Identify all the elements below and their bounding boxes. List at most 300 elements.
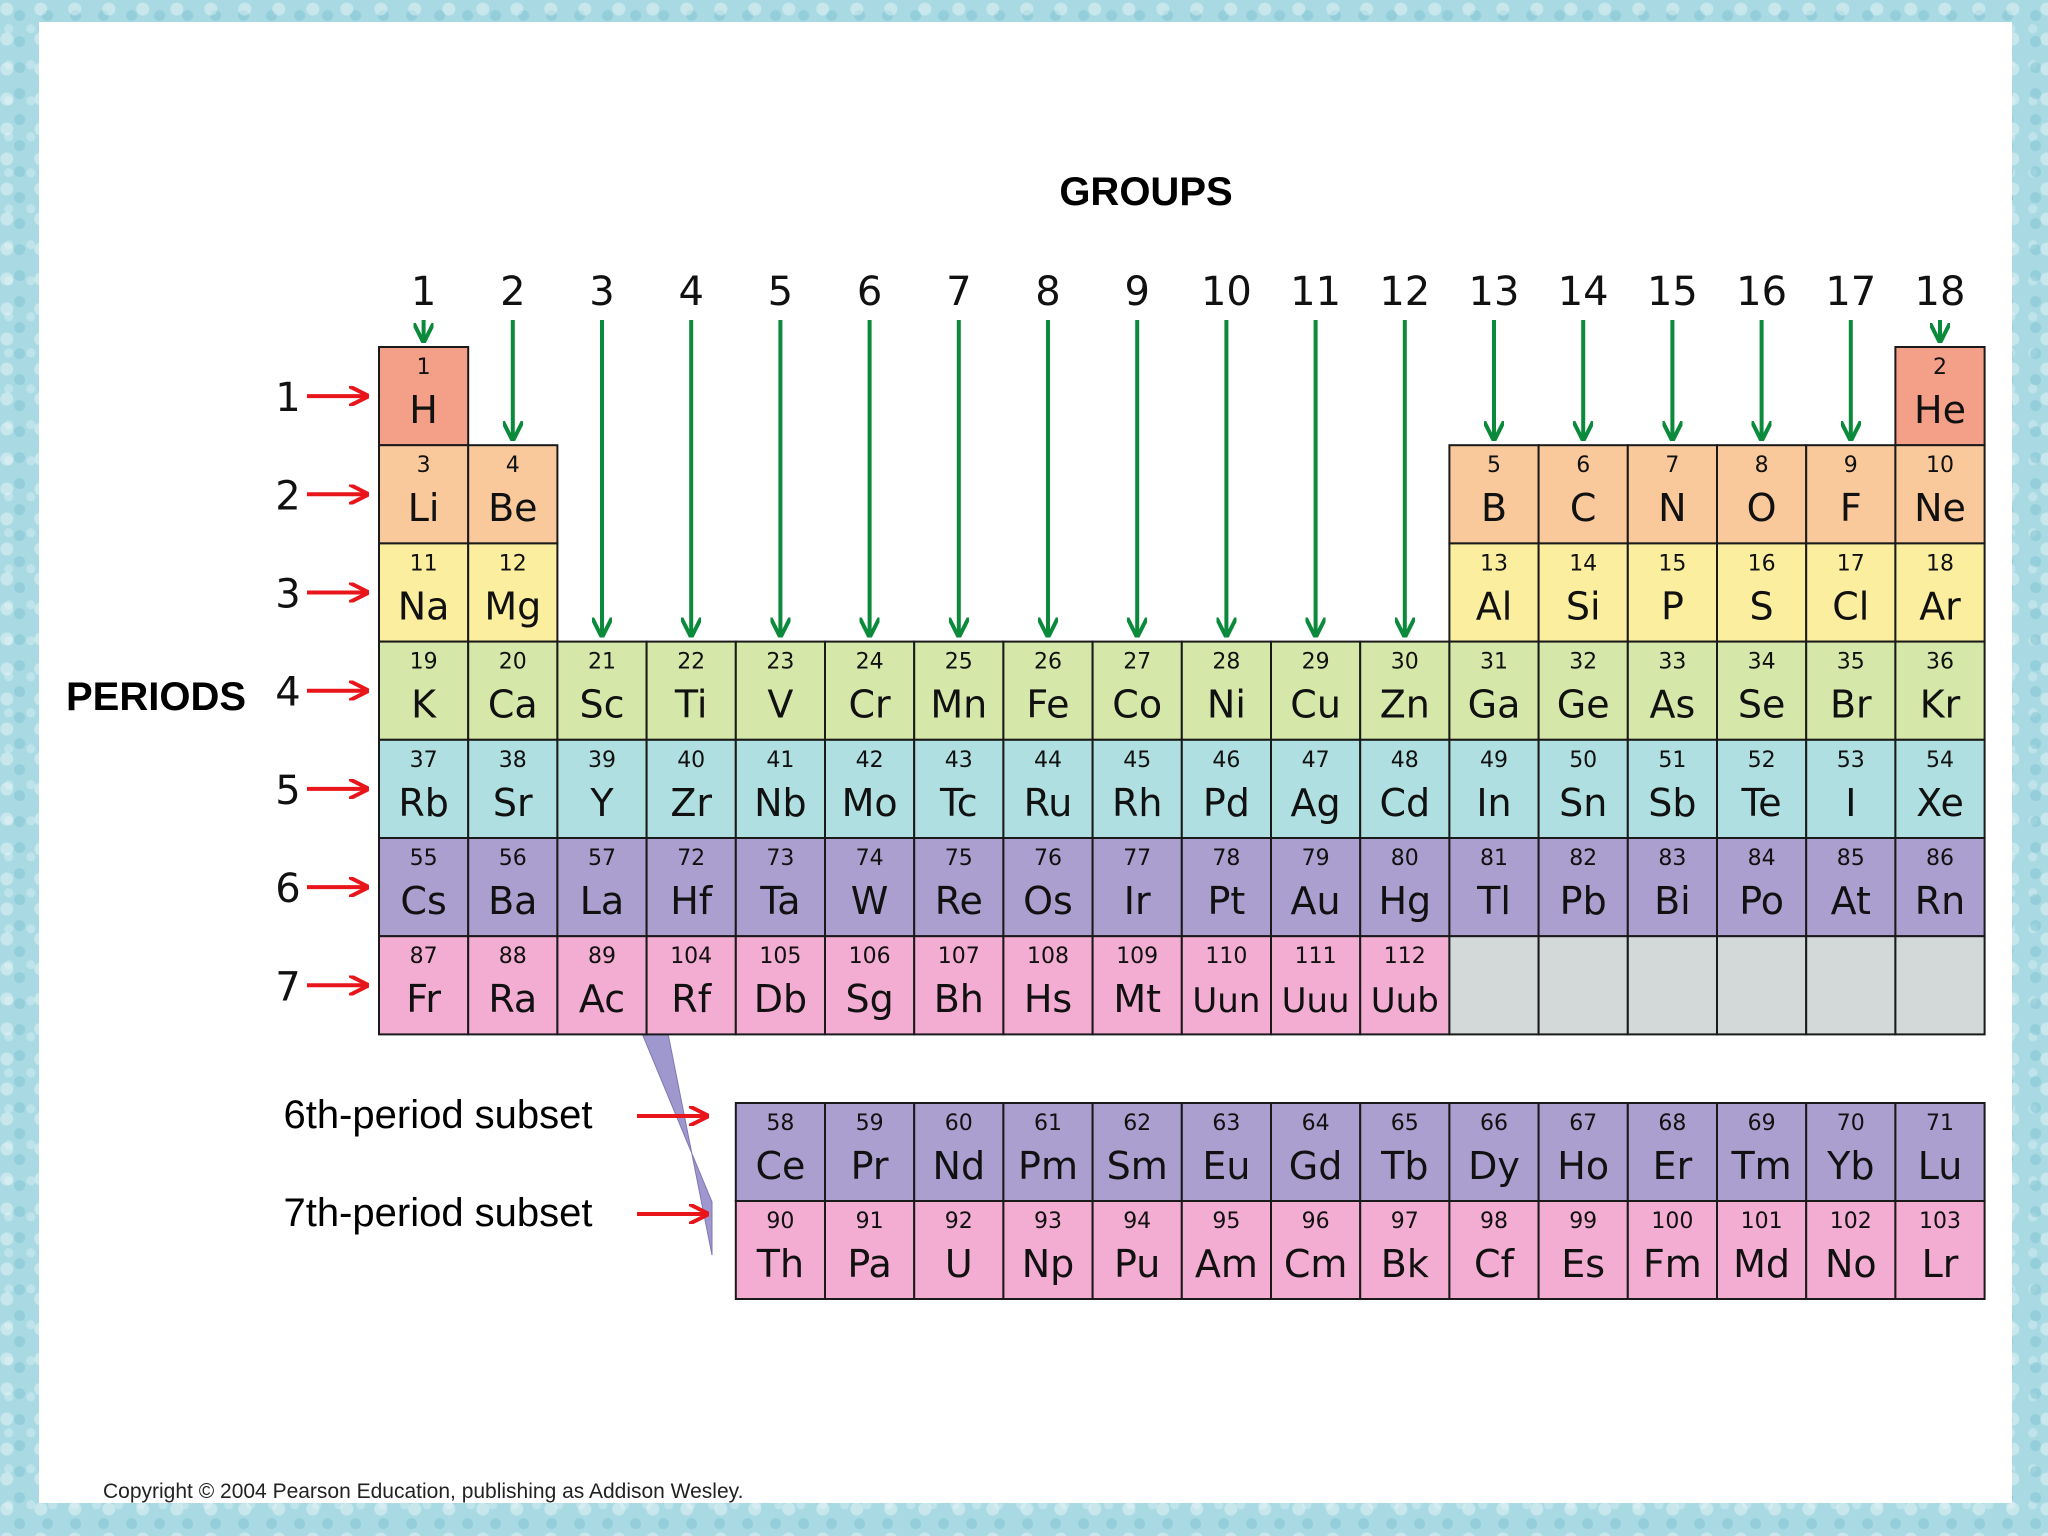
group-number: 17 xyxy=(1825,269,1877,315)
element-cell xyxy=(1003,1103,1092,1201)
group-number: 12 xyxy=(1379,269,1431,315)
element-symbol: Ti xyxy=(674,682,708,727)
atomic-number: 105 xyxy=(759,944,802,970)
element-cell xyxy=(1539,936,1628,1034)
atomic-number: 95 xyxy=(1212,1209,1241,1234)
element-cell xyxy=(1003,740,1092,838)
element-cell xyxy=(1449,642,1538,740)
element-symbol: At xyxy=(1830,879,1871,923)
group-number: 2 xyxy=(500,269,526,315)
element-cell xyxy=(468,445,557,543)
element-cell xyxy=(1360,838,1449,936)
atomic-number: 110 xyxy=(1205,944,1248,970)
element-symbol: Kr xyxy=(1919,682,1961,727)
element-symbol: Tm xyxy=(1731,1144,1792,1188)
element-symbol: Pr xyxy=(850,1144,889,1188)
element-cell xyxy=(379,347,468,445)
atomic-number: 24 xyxy=(855,649,884,675)
atomic-number: 43 xyxy=(944,747,973,773)
element-symbol: N xyxy=(1658,486,1687,531)
element-cell xyxy=(1360,642,1449,740)
period-number: 1 xyxy=(275,375,301,422)
atomic-number: 58 xyxy=(766,1111,795,1136)
element-cell xyxy=(1182,1103,1271,1201)
atomic-number: 4 xyxy=(505,453,520,479)
element-symbol: V xyxy=(767,682,794,727)
atomic-number: 101 xyxy=(1740,1209,1783,1234)
element-cell xyxy=(1360,1201,1449,1299)
element-symbol: Cr xyxy=(848,682,891,727)
atomic-number: 99 xyxy=(1569,1209,1598,1234)
element-cell xyxy=(825,740,914,838)
element-cell xyxy=(1539,1201,1628,1299)
element-cell xyxy=(1717,1103,1806,1201)
atomic-number: 20 xyxy=(498,649,527,675)
atomic-number: 71 xyxy=(1926,1111,1954,1136)
element-cell xyxy=(1182,642,1271,740)
element-symbol: Pt xyxy=(1207,879,1246,923)
element-symbol: Uub xyxy=(1370,981,1439,1022)
element-cell xyxy=(468,936,557,1034)
element-cell xyxy=(1182,740,1271,838)
atomic-number: 57 xyxy=(588,846,616,871)
element-symbol: Zn xyxy=(1379,682,1430,727)
element-symbol: B xyxy=(1480,486,1508,531)
atomic-number: 7 xyxy=(1665,453,1680,479)
element-cell xyxy=(1093,1201,1182,1299)
element-symbol: Dy xyxy=(1468,1144,1520,1188)
element-cell xyxy=(914,838,1003,936)
element-cell xyxy=(1717,740,1806,838)
element-cell xyxy=(1895,1103,1984,1201)
atomic-number: 9 xyxy=(1843,453,1858,479)
element-cell xyxy=(1271,838,1360,936)
groups-title: GROUPS xyxy=(1059,170,1233,214)
element-symbol: Sr xyxy=(492,780,533,825)
element-symbol: P xyxy=(1660,584,1684,629)
atomic-number: 40 xyxy=(677,747,706,773)
atomic-number: 37 xyxy=(409,747,438,773)
atomic-number: 30 xyxy=(1390,649,1419,675)
group-number: 3 xyxy=(589,269,615,315)
element-cell xyxy=(1539,642,1628,740)
group-number: 9 xyxy=(1124,269,1150,315)
element-symbol: Tl xyxy=(1477,879,1511,923)
atomic-number: 67 xyxy=(1569,1111,1598,1136)
group-number: 18 xyxy=(1914,269,1966,315)
element-cell xyxy=(1628,642,1717,740)
atomic-number: 77 xyxy=(1123,846,1152,871)
period-number: 7 xyxy=(275,964,301,1011)
element-symbol: Mt xyxy=(1113,977,1162,1022)
atomic-number: 41 xyxy=(766,747,795,773)
element-cell xyxy=(1539,445,1628,543)
element-symbol: Rh xyxy=(1111,780,1163,825)
atomic-number: 50 xyxy=(1569,747,1598,773)
element-cell xyxy=(1449,445,1538,543)
element-cell xyxy=(1806,1103,1895,1201)
element-cell xyxy=(1449,543,1538,641)
element-cell xyxy=(1003,1201,1092,1299)
element-symbol: Sm xyxy=(1106,1144,1168,1188)
atomic-number: 10 xyxy=(1926,453,1954,479)
slide xyxy=(39,22,2012,1503)
element-symbol: Pd xyxy=(1202,780,1250,825)
element-symbol: Ba xyxy=(488,879,538,923)
atomic-number: 74 xyxy=(855,846,884,871)
element-symbol: Te xyxy=(1741,780,1782,825)
element-cell xyxy=(736,1201,825,1299)
atomic-number: 106 xyxy=(848,944,891,970)
atomic-number: 5 xyxy=(1487,453,1501,479)
atomic-number: 98 xyxy=(1480,1209,1508,1234)
element-symbol: Fm xyxy=(1642,1242,1702,1286)
element-cell xyxy=(1895,838,1984,936)
element-cell xyxy=(1539,740,1628,838)
element-symbol: Ho xyxy=(1557,1144,1610,1188)
atomic-number: 59 xyxy=(855,1111,884,1136)
element-cell xyxy=(1271,740,1360,838)
element-cell xyxy=(736,838,825,936)
atomic-number: 76 xyxy=(1034,846,1062,871)
period-number: 4 xyxy=(275,669,301,716)
atomic-number: 89 xyxy=(588,944,616,970)
atomic-number: 16 xyxy=(1747,551,1776,577)
element-cell xyxy=(1182,838,1271,936)
atomic-number: 14 xyxy=(1569,551,1598,577)
element-symbol: K xyxy=(411,682,437,727)
element-cell xyxy=(736,740,825,838)
element-cell xyxy=(1360,936,1449,1034)
element-cell xyxy=(1093,1103,1182,1201)
atomic-number: 100 xyxy=(1651,1209,1694,1234)
element-cell xyxy=(914,1201,1003,1299)
atomic-number: 18 xyxy=(1926,551,1954,577)
element-cell xyxy=(1271,936,1360,1034)
element-cell xyxy=(1895,543,1984,641)
group-number: 4 xyxy=(678,269,704,315)
element-cell xyxy=(1628,838,1717,936)
element-cell xyxy=(1093,838,1182,936)
element-symbol: Na xyxy=(397,584,450,629)
element-cell xyxy=(379,445,468,543)
element-cell-bg xyxy=(1806,936,1895,1034)
element-cell xyxy=(1806,1201,1895,1299)
element-symbol: Ar xyxy=(1919,584,1961,629)
atomic-number: 82 xyxy=(1569,846,1598,871)
group-number: 7 xyxy=(946,269,972,315)
atomic-number: 13 xyxy=(1480,551,1508,577)
element-symbol: Sc xyxy=(579,682,625,727)
group-number: 6 xyxy=(856,269,883,315)
element-cell xyxy=(1360,1103,1449,1201)
element-cell-bg xyxy=(1539,936,1628,1034)
element-symbol: Rb xyxy=(398,780,449,825)
element-symbol: Am xyxy=(1194,1242,1258,1286)
group-number: 11 xyxy=(1290,269,1342,315)
element-symbol: F xyxy=(1839,486,1862,531)
element-symbol: Ra xyxy=(488,977,538,1022)
element-symbol: Zr xyxy=(670,780,713,825)
element-cell xyxy=(557,642,646,740)
element-cell xyxy=(379,936,468,1034)
atomic-number: 68 xyxy=(1658,1111,1687,1136)
group-number-labels xyxy=(411,269,1966,315)
element-cell xyxy=(1717,543,1806,641)
atomic-number: 93 xyxy=(1034,1209,1062,1234)
atomic-number: 60 xyxy=(944,1111,973,1136)
element-symbol: Ru xyxy=(1023,780,1073,825)
period-arrows xyxy=(307,396,367,985)
element-cell xyxy=(1271,1201,1360,1299)
element-symbol: Mn xyxy=(930,682,988,727)
element-cell xyxy=(379,740,468,838)
element-symbol: Ga xyxy=(1467,682,1521,727)
element-cell xyxy=(825,838,914,936)
atomic-number: 22 xyxy=(677,649,706,675)
element-symbol: Cl xyxy=(1832,584,1870,629)
element-cell xyxy=(1806,936,1895,1034)
element-symbol: As xyxy=(1649,682,1696,727)
element-cell xyxy=(1628,543,1717,641)
element-symbol: U xyxy=(944,1242,973,1286)
atomic-number: 69 xyxy=(1747,1111,1776,1136)
element-cell xyxy=(1271,642,1360,740)
element-symbol: Pb xyxy=(1559,879,1607,923)
atomic-number: 31 xyxy=(1480,649,1508,675)
atomic-number: 12 xyxy=(498,551,527,577)
seventh-period-subset-label: 7th-period subset xyxy=(283,1191,593,1235)
atomic-number: 35 xyxy=(1836,649,1865,675)
element-cell xyxy=(914,740,1003,838)
element-symbol: Bi xyxy=(1654,879,1691,923)
atomic-number: 107 xyxy=(937,944,980,970)
element-symbol: Bh xyxy=(933,977,984,1022)
atomic-number: 79 xyxy=(1301,846,1330,871)
element-symbol: Es xyxy=(1561,1242,1606,1286)
atomic-number: 48 xyxy=(1390,747,1419,773)
element-cell xyxy=(1003,936,1092,1034)
element-symbol: He xyxy=(1914,388,1966,432)
atomic-number: 91 xyxy=(855,1209,884,1234)
periods-title: PERIODS xyxy=(65,675,247,719)
element-symbol: Fe xyxy=(1026,682,1070,727)
element-cell xyxy=(736,936,825,1034)
element-cell xyxy=(1003,838,1092,936)
atomic-number: 111 xyxy=(1294,944,1337,970)
element-symbol: Sb xyxy=(1648,780,1697,825)
element-symbol: Ir xyxy=(1123,879,1151,923)
element-cell xyxy=(736,642,825,740)
element-cell xyxy=(1360,740,1449,838)
atomic-number: 90 xyxy=(766,1209,795,1234)
element-symbol: Ca xyxy=(487,682,538,727)
group-number: 1 xyxy=(410,269,437,315)
element-cell xyxy=(557,740,646,838)
element-cell xyxy=(647,838,736,936)
atomic-number: 70 xyxy=(1836,1111,1865,1136)
element-symbol: Uun xyxy=(1192,981,1261,1022)
element-cell xyxy=(379,642,468,740)
element-cell xyxy=(1449,740,1538,838)
element-cell-bg xyxy=(1895,936,1984,1034)
atomic-number: 54 xyxy=(1926,747,1954,773)
atomic-number: 29 xyxy=(1301,649,1330,675)
element-cell xyxy=(1806,445,1895,543)
element-cell xyxy=(914,642,1003,740)
element-symbol: Ce xyxy=(755,1144,806,1188)
atomic-number: 88 xyxy=(498,944,527,970)
atomic-number: 25 xyxy=(944,649,973,675)
element-symbol: Th xyxy=(756,1242,805,1286)
atomic-number: 32 xyxy=(1569,649,1598,675)
element-cell xyxy=(647,936,736,1034)
main-element-table xyxy=(379,347,1985,1034)
atomic-number: 84 xyxy=(1747,846,1776,871)
atomic-number: 80 xyxy=(1390,846,1419,871)
atomic-number: 11 xyxy=(409,551,438,577)
atomic-number: 6 xyxy=(1576,453,1591,479)
element-symbol: H xyxy=(409,388,438,432)
element-symbol: Co xyxy=(1112,682,1163,727)
element-symbol: Db xyxy=(753,977,808,1022)
periodic-table-diagram xyxy=(39,22,2012,1503)
element-symbol: Pu xyxy=(1114,1242,1161,1286)
atomic-number: 83 xyxy=(1658,846,1687,871)
element-symbol: Eu xyxy=(1202,1144,1251,1188)
atomic-number: 86 xyxy=(1926,846,1954,871)
element-symbol: Gd xyxy=(1288,1144,1343,1188)
element-cell xyxy=(1182,936,1271,1034)
element-symbol: Tc xyxy=(939,780,978,825)
element-symbol: Lu xyxy=(1917,1144,1963,1188)
element-cell xyxy=(1628,936,1717,1034)
element-cell xyxy=(1717,1201,1806,1299)
atomic-number: 64 xyxy=(1301,1111,1330,1136)
element-symbol: Hf xyxy=(670,879,713,923)
atomic-number: 3 xyxy=(416,453,431,479)
atomic-number: 96 xyxy=(1301,1209,1330,1234)
element-symbol: Ni xyxy=(1206,682,1246,727)
atomic-number: 8 xyxy=(1754,453,1769,479)
element-cell xyxy=(1717,838,1806,936)
atomic-number: 1 xyxy=(416,355,431,380)
element-cell xyxy=(825,1103,914,1201)
element-cell xyxy=(468,838,557,936)
element-symbol: Lr xyxy=(1921,1242,1959,1286)
element-cell xyxy=(1895,642,1984,740)
atomic-number: 39 xyxy=(588,747,616,773)
element-cell xyxy=(825,936,914,1034)
atomic-number: 73 xyxy=(766,846,795,871)
element-symbol: Ac xyxy=(578,977,626,1022)
element-cell xyxy=(1093,936,1182,1034)
element-cell xyxy=(468,543,557,641)
element-cell xyxy=(468,642,557,740)
element-symbol: Nb xyxy=(754,780,807,825)
element-cell xyxy=(1895,1201,1984,1299)
atomic-number: 92 xyxy=(944,1209,973,1234)
atomic-number: 102 xyxy=(1829,1209,1872,1234)
element-symbol: Cm xyxy=(1283,1242,1348,1286)
group-number: 10 xyxy=(1200,269,1252,315)
atomic-number: 2 xyxy=(1933,355,1947,380)
element-symbol: Cf xyxy=(1474,1242,1514,1286)
element-symbol: Tb xyxy=(1381,1144,1429,1188)
element-cell xyxy=(1628,1201,1717,1299)
atomic-number: 52 xyxy=(1747,747,1776,773)
atomic-number: 81 xyxy=(1480,846,1508,871)
element-symbol: Cu xyxy=(1290,682,1341,727)
atomic-number: 78 xyxy=(1212,846,1241,871)
element-symbol: Cd xyxy=(1379,780,1431,825)
element-cell xyxy=(1895,347,1984,445)
period-number-labels xyxy=(275,375,300,1010)
atomic-number: 61 xyxy=(1034,1111,1062,1136)
element-cell xyxy=(1539,838,1628,936)
element-symbol: Sn xyxy=(1559,780,1608,825)
element-cell xyxy=(647,740,736,838)
element-cell xyxy=(1182,1201,1271,1299)
group-number: 5 xyxy=(767,269,794,315)
period-number: 6 xyxy=(275,866,301,913)
copyright-notice: Copyright © 2004 Pearson Education, publishing as Addison Wesley. xyxy=(103,1480,744,1503)
element-cell xyxy=(379,838,468,936)
atomic-number: 103 xyxy=(1919,1209,1961,1234)
element-cell xyxy=(1895,445,1984,543)
atomic-number: 17 xyxy=(1836,551,1865,577)
atomic-number: 49 xyxy=(1480,747,1508,773)
atomic-number: 63 xyxy=(1212,1111,1241,1136)
element-cell-bg xyxy=(1628,936,1717,1034)
group-number: 14 xyxy=(1557,269,1609,315)
atomic-number: 85 xyxy=(1836,846,1865,871)
period-number: 3 xyxy=(275,571,301,618)
atomic-number: 42 xyxy=(855,747,884,773)
atomic-number: 21 xyxy=(588,649,616,675)
atomic-number: 19 xyxy=(409,649,438,675)
element-symbol: Br xyxy=(1829,682,1872,727)
element-symbol: Mo xyxy=(841,780,898,825)
element-symbol: Be xyxy=(488,486,538,531)
element-symbol: Ta xyxy=(760,879,801,923)
atomic-number: 47 xyxy=(1301,747,1330,773)
element-symbol: O xyxy=(1746,486,1777,531)
element-symbol: Cs xyxy=(400,879,447,923)
element-symbol: Li xyxy=(407,486,440,531)
element-cell xyxy=(1539,543,1628,641)
element-cell xyxy=(825,1201,914,1299)
element-symbol: Ge xyxy=(1556,682,1610,727)
element-symbol: S xyxy=(1749,584,1774,629)
element-symbol: Pa xyxy=(847,1242,892,1286)
inner-transition-table xyxy=(736,1103,1985,1299)
atomic-number: 28 xyxy=(1212,649,1241,675)
element-cell xyxy=(1895,936,1984,1034)
atomic-number: 109 xyxy=(1116,944,1159,970)
element-symbol: Ne xyxy=(1914,486,1966,531)
atomic-number: 26 xyxy=(1034,649,1062,675)
element-cell xyxy=(557,838,646,936)
element-symbol: Hg xyxy=(1378,879,1432,923)
element-cell-bg xyxy=(1449,936,1538,1034)
element-symbol: Se xyxy=(1737,682,1786,727)
atomic-number: 34 xyxy=(1747,649,1776,675)
element-symbol: Au xyxy=(1290,879,1341,923)
element-cell xyxy=(1271,1103,1360,1201)
element-symbol: Po xyxy=(1739,879,1785,923)
element-cell xyxy=(1717,642,1806,740)
